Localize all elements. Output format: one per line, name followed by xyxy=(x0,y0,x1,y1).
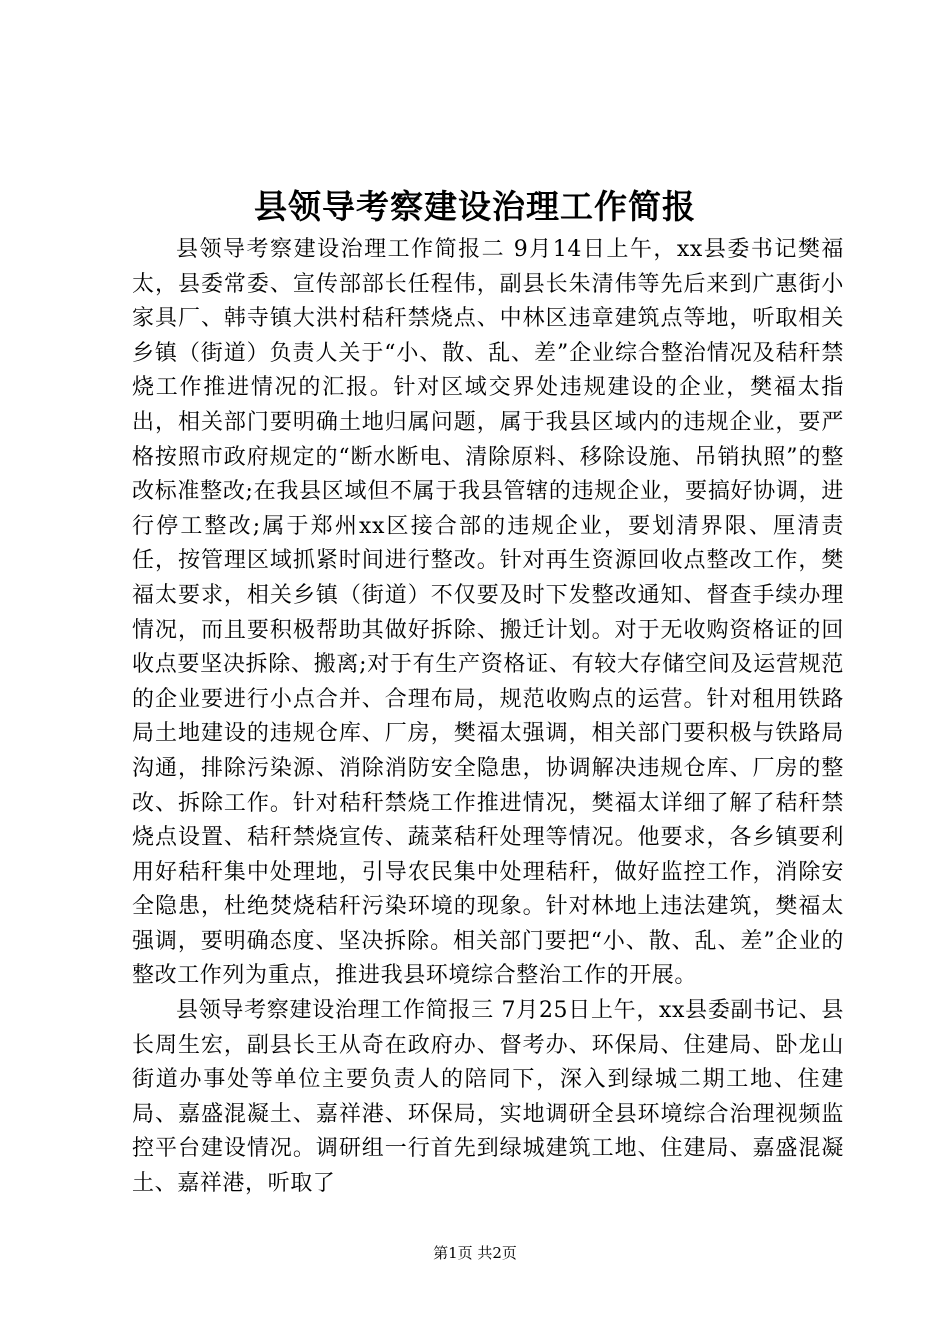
paragraph-briefing-two: 县领导考察建设治理工作简报二 9月14日上午，xx县委书记樊福太，县委常委、宣传部部长任程伟，副县长朱清伟等先后来到广惠街小家具厂、韩寺镇大洪村秸秆禁烧点、中林区违章建筑点等地，听取相关乡镇（街道）负责人关于“小、散、乱、差”企业综合整治情况及秸秆禁烧工作推进情况的汇报。针对区域交界处违规建设的企业，樊福太指出，相关部门要明确土地归属问题，属于我县区域内的违规企业，要严格按照市政府规定的“断水断电、清除原料、移除设施、吊销执照”的整改标准整改;在我县区域但不属于我县管辖的违规企业，要搞好协调，进行停工整改;属于郑州xx区接合部的违规企业，要划清界限、厘清责任，按管理区域抓紧时间进行整改。针对再生资源回收点整改工作，樊福太要求，相关乡镇（街道）不仅要及时下发整改通知、督查手续办理情况，而且要积极帮助其做好拆除、搬迁计划。对于无收购资格证的回收点要坚决拆除、搬离;对于有生产资格证、有较大存储空间及运营规范的企业要进行小点合并、合理布局，规范收购点的运营。针对租用铁路局土地建设的违规仓库、厂房，樊福太强调，相关部门要积极与铁路局沟通，排除污染源、消除消防安全隐患，协调解决违规仓库、厂房的整改、拆除工作。针对秸秆禁烧工作推进情况，樊福太详细了解了秸秆禁烧点设置、秸秆禁烧宣传、蔬菜秸秆处理等情况。他要求，各乡镇要利用好秸秆集中处理地，引导农民集中处理秸秆，做好监控工作，消除安全隐患，杜绝焚烧秸秆污染环境的现象。针对林地上违法建筑，樊福太强调，要明确态度、坚决拆除。相关部门要把“小、散、乱、差”企业的整改工作列为重点，推进我县环境综合整治工作的开展。 xyxy=(132,237,844,989)
document-title: 县领导考察建设治理工作简报 xyxy=(254,187,696,226)
paragraph-briefing-three: 县领导考察建设治理工作简报三 7月25日上午，xx县委副书记、县长周生宏，副县长王从奇在政府办、督考办、环保局、住建局、卧龙山街道办事处等单位主要负责人的陪同下，深入到绿城二期工地、住建局、嘉盛混凝土、嘉祥港、环保局，实地调研全县环境综合治理视频监控平台建设情况。调研组一行首先到绿城建筑工地、住建局、嘉盛混凝土、嘉祥港，听取了 xyxy=(132,998,844,1197)
document-body xyxy=(132,233,844,1202)
page-number-footer: 第1页 共2页 xyxy=(433,1244,517,1262)
